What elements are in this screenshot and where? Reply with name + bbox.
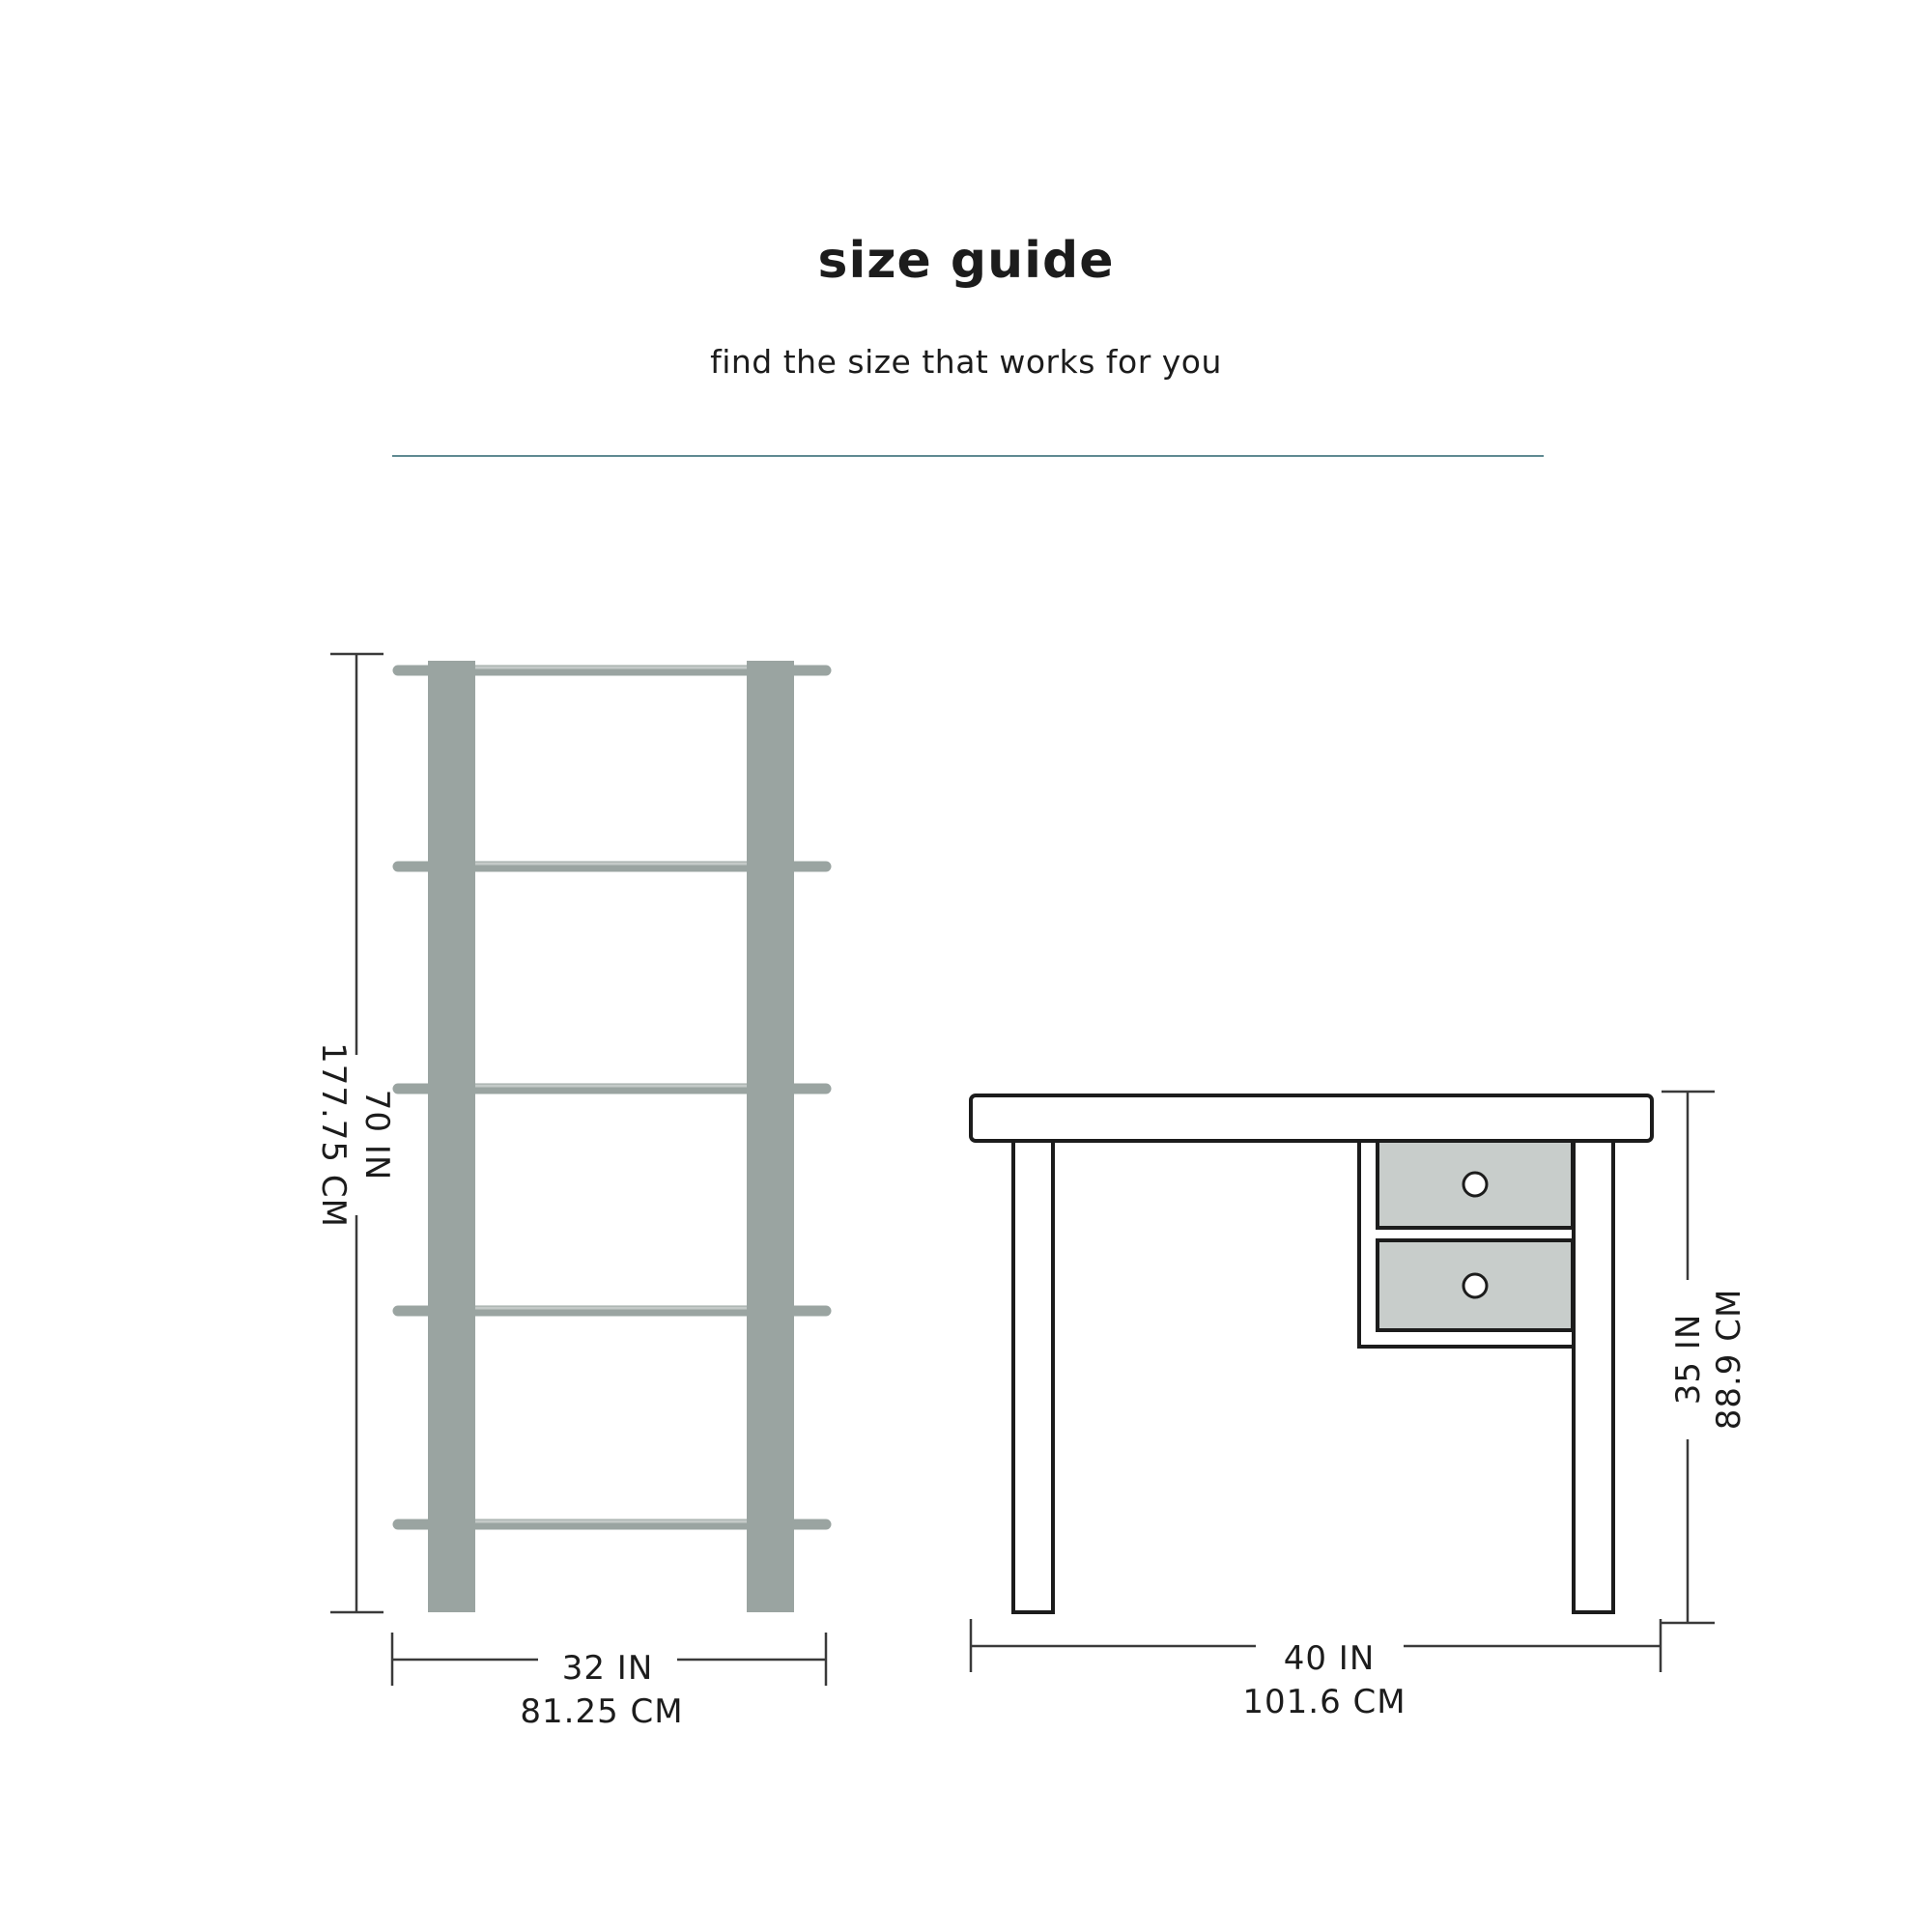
drawer-knob-top: [1463, 1173, 1487, 1196]
desk-height-imperial: 35 IN: [1669, 1313, 1708, 1406]
ladder-rail-left: [428, 661, 475, 1612]
desk-height-label-group: [1669, 1289, 1748, 1431]
ladder-height-metric: 177.75 CM: [314, 1042, 353, 1228]
ladder-height-imperial: 70 IN: [357, 1089, 396, 1181]
page-subtitle: find the size that works for you: [710, 343, 1222, 381]
desk-top: [971, 1095, 1652, 1141]
ladder-rail-right: [747, 661, 794, 1612]
shelf-rod-highlights: [475, 668, 747, 1521]
desk-width-metric: 101.6 CM: [1242, 1683, 1406, 1721]
desk: [971, 1095, 1652, 1612]
ladder-height-label-group: [314, 1042, 396, 1228]
page-title: size guide: [817, 232, 1115, 290]
ladder-width-metric: 81.25 CM: [520, 1692, 684, 1731]
ladder-width-imperial: 32 IN: [561, 1649, 654, 1688]
drawer-knob-bottom: [1463, 1274, 1487, 1297]
desk-leg-left: [1013, 1138, 1053, 1612]
desk-height-metric: 88.9 CM: [1710, 1288, 1748, 1431]
desk-leg-right: [1574, 1138, 1613, 1612]
ladder-shelf: [398, 661, 826, 1612]
desk-width-imperial: 40 IN: [1283, 1639, 1376, 1678]
